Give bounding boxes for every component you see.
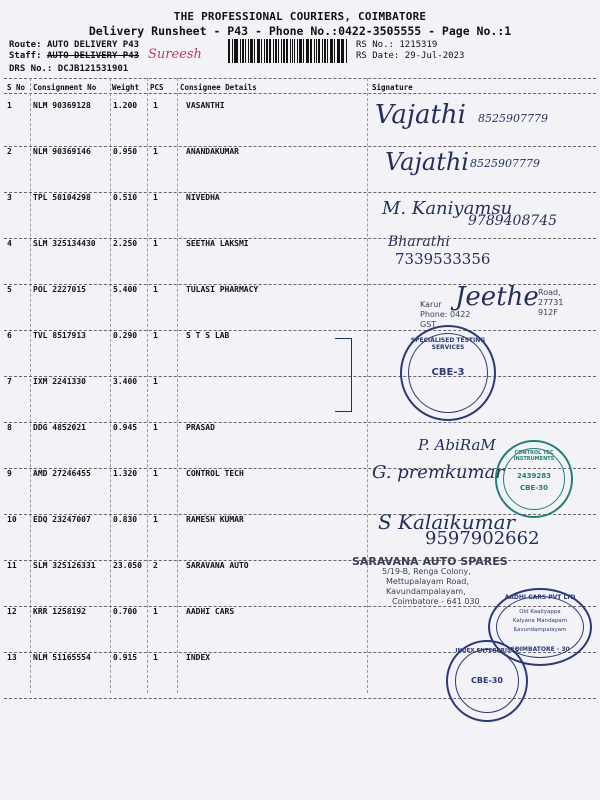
stamp-text: INDEX ENTERPRISES <box>455 648 519 654</box>
cell-pcs: 1 <box>153 331 158 340</box>
barcode-bar <box>261 39 262 63</box>
barcode <box>228 39 348 63</box>
cell-consignment: NLM 90369146 <box>33 147 91 156</box>
imprint-text: GST <box>420 320 437 329</box>
rs-date-line <box>356 51 464 61</box>
barcode-bar <box>235 39 238 63</box>
barcode-bar <box>303 39 304 63</box>
cell-sno: 9 <box>7 469 12 478</box>
col-header-weight: Weight <box>112 83 140 92</box>
signature-row-10: S Kalaikumar <box>378 510 516 534</box>
drs-line <box>9 64 128 74</box>
cell-consignee: NIVEDHA <box>186 193 220 202</box>
cell-consignment: NLM 90369128 <box>33 101 91 110</box>
barcode-bar <box>310 39 312 63</box>
stamp-text: 2439283 <box>516 472 552 480</box>
rs-date-value: 29-Jul-2023 <box>404 51 465 61</box>
staff-label: Staff: <box>9 51 42 61</box>
barcode-bar <box>314 39 315 63</box>
stamp-text: CBE-30 <box>471 676 503 685</box>
stamp-text: SARAVANA AUTO SPARES <box>352 555 508 568</box>
barcode-bar <box>245 39 247 63</box>
cell-consignment: POL 2227015 <box>33 285 86 294</box>
barcode-bar <box>248 39 249 63</box>
barcode-bar <box>334 39 335 63</box>
stamp-text: CBE-30 <box>520 484 548 492</box>
stamp-text: Old Kaaliyappa <box>519 609 561 615</box>
route-label: Route: <box>9 40 42 50</box>
cell-pcs: 1 <box>153 653 158 662</box>
cell-consignee: SEETHA LAKSMI <box>186 239 249 248</box>
imprint-text: Road, <box>538 288 561 297</box>
stamp-text: 5/19-B, Renga Colony, <box>382 567 471 576</box>
stamp-text: CONTROL TEC INSTRUMENTS <box>513 450 555 462</box>
barcode-bar <box>273 39 274 63</box>
row-divider <box>4 192 596 193</box>
barcode-bar <box>290 39 291 63</box>
stamp-text: CBE-3 <box>431 367 465 378</box>
stamp-text: Kavundampalayam, <box>386 587 466 596</box>
signature-phone-row-4: 7339533356 <box>395 250 491 268</box>
row-divider <box>4 376 596 377</box>
cell-sno: 8 <box>7 423 12 432</box>
drs-label: DRS No.: <box>9 64 53 74</box>
barcode-bar <box>337 39 340 63</box>
cell-sno: 7 <box>7 377 12 386</box>
signature-row-4: Bharathi <box>388 234 450 250</box>
cell-pcs: 1 <box>153 607 158 616</box>
barcode-bar <box>257 39 258 63</box>
cell-sno: 10 <box>7 515 17 524</box>
cell-consignee: SARAVANA AUTO <box>186 561 249 570</box>
signature-row-5: Jeethe <box>455 282 539 312</box>
barcode-bar <box>283 39 286 63</box>
cell-sno: 6 <box>7 331 12 340</box>
cell-weight: 1.320 <box>113 469 138 478</box>
cell-pcs: 1 <box>153 193 158 202</box>
cell-consignee: ANANDAKUMAR <box>186 147 239 156</box>
barcode-bar <box>254 39 255 63</box>
stamp-imprint-row-5b <box>538 288 563 318</box>
rs-no-label: RS No.: <box>356 40 394 50</box>
cell-weight: 0.950 <box>113 147 138 156</box>
cell-weight: 2.250 <box>113 239 138 248</box>
cell-consignee: S T S LAB <box>186 331 230 340</box>
cell-consignment: DDG 4852021 <box>33 423 86 432</box>
signature-row-9: G. premkumar <box>372 462 504 483</box>
barcode-bar <box>242 39 244 63</box>
cell-sno: 2 <box>7 147 12 156</box>
stamp-control-tech <box>495 440 573 518</box>
barcode-bar <box>234 39 235 63</box>
cell-sno: 3 <box>7 193 12 202</box>
cell-pcs: 1 <box>153 423 158 432</box>
cell-pcs: 2 <box>153 561 158 570</box>
rs-date-label: RS Date: <box>356 51 400 61</box>
cell-weight: 0.945 <box>113 423 138 432</box>
cell-consignment: TVL 8517913 <box>33 331 86 340</box>
cell-consignee: CONTROL TECH <box>186 469 244 478</box>
stamp-text: AADHI CARS PVT LTD <box>504 594 576 601</box>
signature-phone-row-3: 9789408745 <box>468 213 558 229</box>
company-title: THE PROFESSIONAL COURIERS, COIMBATORE <box>173 10 427 23</box>
stamp-sts-lab <box>400 325 496 421</box>
col-header-consignment: Consignment No <box>33 83 97 92</box>
barcode-bar <box>318 39 321 63</box>
stamp-saravana-auto <box>352 557 508 607</box>
signature-phone-row-1: 8525907779 <box>478 112 548 125</box>
barcode-bar <box>240 39 241 63</box>
cell-consignee: RAMESH KUMAR <box>186 515 244 524</box>
cell-sno: 4 <box>7 239 12 248</box>
imprint-text: 912F <box>538 308 558 317</box>
signature-row-2: Vajathi <box>385 148 469 176</box>
cell-weight: 0.915 <box>113 653 138 662</box>
imprint-text: Karur <box>420 300 442 309</box>
cell-consignment: KRR 1258192 <box>33 607 86 616</box>
stamp-text: COIMBATORE - 30 <box>510 646 570 653</box>
cell-weight: 3.400 <box>113 377 138 386</box>
barcode-bar <box>278 39 279 63</box>
imprint-text: 27731 <box>538 298 564 307</box>
cell-consignment: NLM 51165554 <box>33 653 91 662</box>
col-header-sno: S No <box>7 83 26 92</box>
cell-sno: 1 <box>7 101 12 110</box>
barcode-bar <box>299 39 302 63</box>
cell-sno: 5 <box>7 285 12 294</box>
barcode-bar <box>297 39 298 63</box>
cell-pcs: 1 <box>153 469 158 478</box>
barcode-bar <box>292 39 293 63</box>
cell-weight: 0.290 <box>113 331 138 340</box>
barcode-bar <box>331 39 333 63</box>
barcode-bar <box>327 39 328 63</box>
barcode-bar <box>322 39 323 63</box>
barcode-bar <box>258 39 260 63</box>
cell-consignment: AMD 27246455 <box>33 469 91 478</box>
signature-row-3: M. Kaniyamsu <box>382 198 513 219</box>
cell-weight: 1.200 <box>113 101 138 110</box>
barcode-bar <box>294 39 296 63</box>
cell-consignment: EDQ 23247007 <box>33 515 91 524</box>
cell-pcs: 1 <box>153 147 158 156</box>
barcode-bar <box>232 39 233 63</box>
cell-consignee: VASANTHI <box>186 101 225 110</box>
barcode-bar <box>346 39 347 63</box>
cell-consignment: SLM 325126331 <box>33 561 96 570</box>
cell-consignment: IXM 2241330 <box>33 377 86 386</box>
barcode-bar <box>342 39 344 63</box>
stamp-text: Kavundampalayam <box>513 627 567 633</box>
barcode-bar <box>286 39 288 63</box>
cell-weight: 0.700 <box>113 607 138 616</box>
row-divider <box>4 330 596 331</box>
signature-row-1: Vajathi <box>375 100 466 130</box>
barcode-bar <box>275 39 277 63</box>
col-header-pcs: PCS <box>150 83 164 92</box>
cell-consignee: INDEX <box>186 653 211 662</box>
signature-phone-row-10: 9597902662 <box>425 528 540 549</box>
col-divider <box>147 78 148 693</box>
imprint-text: Phone: 0422 <box>420 310 471 319</box>
signature-phone-row-2: 8525907779 <box>470 157 540 170</box>
cell-pcs: 1 <box>153 101 158 110</box>
stamp-text: Kalyana Mandapam <box>512 618 568 624</box>
col-divider <box>110 78 111 693</box>
route-line <box>9 40 139 50</box>
col-header-signature: Signature <box>372 83 413 92</box>
cell-consignee: PRASAD <box>186 423 215 432</box>
staff-line <box>9 51 139 61</box>
cell-consignment: SLM 325134430 <box>33 239 96 248</box>
cell-weight: 0.830 <box>113 515 138 524</box>
barcode-bar <box>266 39 268 63</box>
cell-pcs: 1 <box>153 515 158 524</box>
cell-pcs: 1 <box>153 239 158 248</box>
barcode-bar <box>281 39 282 63</box>
table-header-rule <box>4 93 596 94</box>
cell-pcs: 1 <box>153 377 158 386</box>
cell-sno: 13 <box>7 653 17 662</box>
stamp-text: Coimbatore - 641 030 <box>392 597 480 606</box>
stamp-index-enterprises <box>446 640 528 722</box>
barcode-bar <box>307 39 309 63</box>
cell-sno: 11 <box>7 561 17 570</box>
barcode-bar <box>316 39 317 63</box>
barcode-bar <box>269 39 272 63</box>
staff-handwritten: Sureesh <box>148 47 202 62</box>
drs-value: DCJB121531901 <box>57 64 129 74</box>
cell-weight: 5.400 <box>113 285 138 294</box>
cell-weight: 23.050 <box>113 561 142 570</box>
cell-pcs: 1 <box>153 285 158 294</box>
row-divider <box>4 146 596 147</box>
row-divider <box>4 422 596 423</box>
staff-value: AUTO DELIVERY P43 <box>46 51 140 61</box>
barcode-bar <box>330 39 331 63</box>
barcode-bar <box>306 39 307 63</box>
barcode-bar <box>341 39 342 63</box>
barcode-bar <box>250 39 253 63</box>
barcode-bar <box>228 39 230 63</box>
barcode-bar <box>264 39 265 63</box>
bracket-mark <box>335 338 352 412</box>
col-divider <box>30 78 31 693</box>
col-header-consignee: Consignee Details <box>180 83 257 92</box>
rs-no-value: 1215319 <box>399 40 438 50</box>
cell-weight: 0.510 <box>113 193 138 202</box>
signature-row-8: P. AbiRaM <box>418 436 496 454</box>
rs-no-line <box>356 40 437 50</box>
cell-sno: 12 <box>7 607 17 616</box>
barcode-bar <box>324 39 326 63</box>
cell-consignee: AADHI CARS <box>186 607 235 616</box>
cell-consignment: TPL 50104298 <box>33 193 91 202</box>
runsheet-title: Delivery Runsheet - P43 - Phone No.:0422-3505555 - Page No.:1 <box>88 24 512 38</box>
stamp-text: Mettupalayam Road, <box>386 577 469 586</box>
col-divider <box>177 78 178 693</box>
table-top-rule <box>4 78 596 79</box>
stamp-text: SPECIALISED TESTING SERVICES <box>410 337 486 351</box>
cell-consignee: TULASI PHARMACY <box>186 285 259 294</box>
route-value: AUTO DELIVERY P43 <box>46 40 140 50</box>
